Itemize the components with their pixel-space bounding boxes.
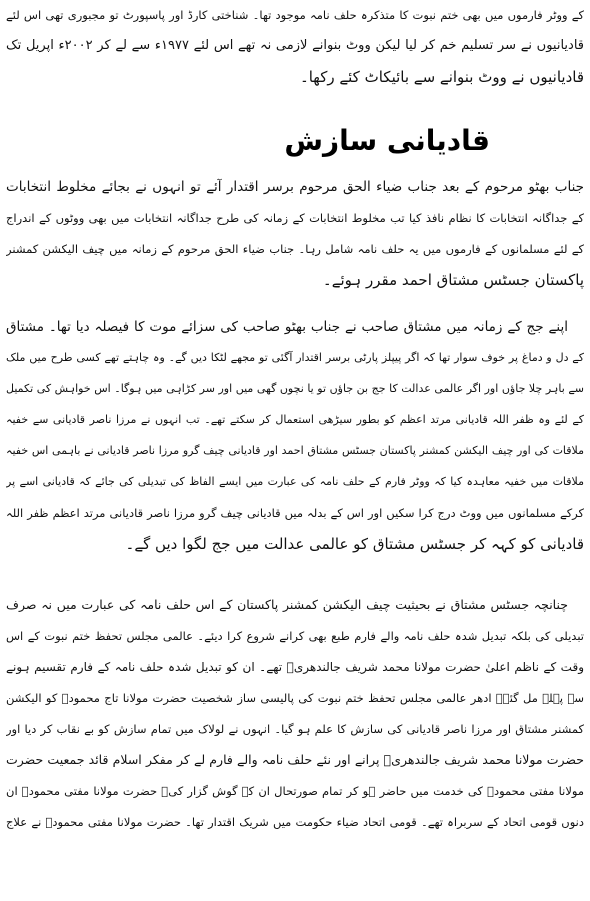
text-line: جناب بھٹو مرحوم کے بعد جناب ضیاء الحق مرحوم برسر اقتدار آئے تو انہوں نے بجائے مخلوط انتخابات	[6, 179, 584, 195]
section-heading: قادیانی سازش	[284, 124, 490, 157]
text-line: دنوں قومی اتحاد کے سربراہ تھے۔ قومی اتحاد ضیاء حکومت میں شریک اقتدار تھا۔ حضرت مولانا مفتی محمودؒ نے علاج	[6, 815, 584, 829]
text-line: کمشنر مشتاق اور مرزا ناصر قادیانی کی سازش کا علم ہو گیا۔ انہوں نے لولاک میں تمام سازش کو بے نقاب کر دیا اور	[6, 722, 584, 736]
text-line: حضرت مولانا محمد شریف جالندھریؒ پرانے اور نئے حلف نامہ والے فارم لے کر مفکر اسلام قائد جمعیت حضرت	[6, 752, 584, 767]
text-line: کے ووٹر فارموں میں بھی ختم نبوت کا متذکرہ حلف نامہ موجود تھا۔ شناختی کارڈ اور پاسپورٹ تو مجبوری تھی اس لئے	[6, 8, 584, 22]
text-line: کے لئے مسلمانوں کے فارموں میں یہ حلف نامہ شامل رہا۔ جناب ضیاء الحق مرحوم کے زمانہ میں چیف الیکشن کمشنر	[6, 242, 584, 256]
text-line: پاکستان جسٹس مشتاق احمد مقرر ہوئے۔	[322, 271, 584, 289]
text-line: قادیانی کو کہہ کر جسٹس مشتاق کو عالمی عدالت میں جج لگوا دیں گے۔	[125, 535, 584, 553]
text-line: کے دل و دماغ پر خوف سوار تھا کہ اگر پیپلز پارٹی برسر اقتدار آگئی تو مجھے لٹکا دیں گے۔ وہ چاہتے تھے کسی طرح میں ملک	[6, 351, 584, 364]
text-line: سے پہلے مل گئے۔ ادھر عالمی مجلس تحفظ ختم نبوت کی پالیسی ساز شخصیت حضرت مولانا تاج محمودؒ کو الیکشن	[6, 691, 584, 705]
text-line: ملاقات کی اور چیف الیکشن کمشنر پاکستان جسٹس مشتاق احمد اور قادیانی چیف گرو مرزا ناصر قادیانی نے باہمی اس خفیہ	[6, 444, 584, 457]
text-line: سے باہر چلا جاؤں اور اگر عالمی عدالت کا جج بن جاؤں تو یا نچوں گھی میں اور سر کڑاہی میں ہوگا۔ اس خواہش کی تکمیل	[6, 382, 584, 395]
text-line: ملاقات میں خفیہ معاہدہ کیا کہ ووٹر فارم کے حلف نامہ کی عبارت میں ایسے الفاظ کی تبدیلی کی جائے کہ قادیانی اسے پر	[6, 475, 584, 488]
text-line: وقت کے ناظم اعلیٰ حضرت مولانا محمد شریف جالندھریؒ تھے۔ ان کو تبدیل شدہ حلف نامہ کے فارم تقسیم ہونے	[6, 660, 584, 674]
text-line: چنانچہ جسٹس مشتاق نے بحیثیت چیف الیکشن کمشنر پاکستان کے اس حلف نامہ کی عبارت میں نہ صرف	[6, 597, 568, 612]
text-line: کرکے مسلمانوں میں ووٹ درج کرا سکیں اور اس کے بدلہ میں قادیانی چیف گرو مرزا ناصر قادیانی مرتد اعظم ظفر اللہ	[6, 506, 584, 520]
text-line: کے جداگانہ انتخابات کا نظام نافذ کیا تب مخلوط انتخابات کے زمانہ کی طرح جداگانہ انتخابات میں بھی ووٹوں کے اندراج	[6, 211, 584, 225]
text-line: اپنے جج کے زمانہ میں مشتاق صاحب نے جناب بھٹو صاحب کی سزائے موت کا فیصلہ دیا تھا۔ مشتاق	[6, 319, 568, 335]
text-line: کے لئے وہ ظفر اللہ قادیانی مرتد اعظم کو بطور سیڑھی استعمال کر سکتے تھے۔ تب انہوں نے مرزا ناصر قادیانی سے خفیہ	[6, 413, 584, 426]
text-line: مولانا مفتی محمودؒ کی خدمت میں حاضر ہو کر تمام صورتحال ان کے گوش گزار کی۔ حضرت مولانا مفتی محمودؒ ان	[6, 784, 584, 798]
text-line: قادیانیوں نے ووٹ بنوانے سے بائیکاٹ کئے رکھا۔	[299, 68, 584, 86]
text-line: تبدیلی کی بلکہ تبدیل شدہ حلف نامہ والے فارم طبع بھی کرانے شروع کرا دیئے۔ عالمی مجلس تحفظ ختم نبوت کے اس	[6, 629, 584, 643]
text-line: قادیانیوں نے سر تسلیم خم کر لیا لیکن ووٹ بنوانے لازمی نہ تھے اس لئے ۱۹۷۷ء سے لے کر ۲۰۰۲ء اپریل تک	[6, 38, 584, 53]
